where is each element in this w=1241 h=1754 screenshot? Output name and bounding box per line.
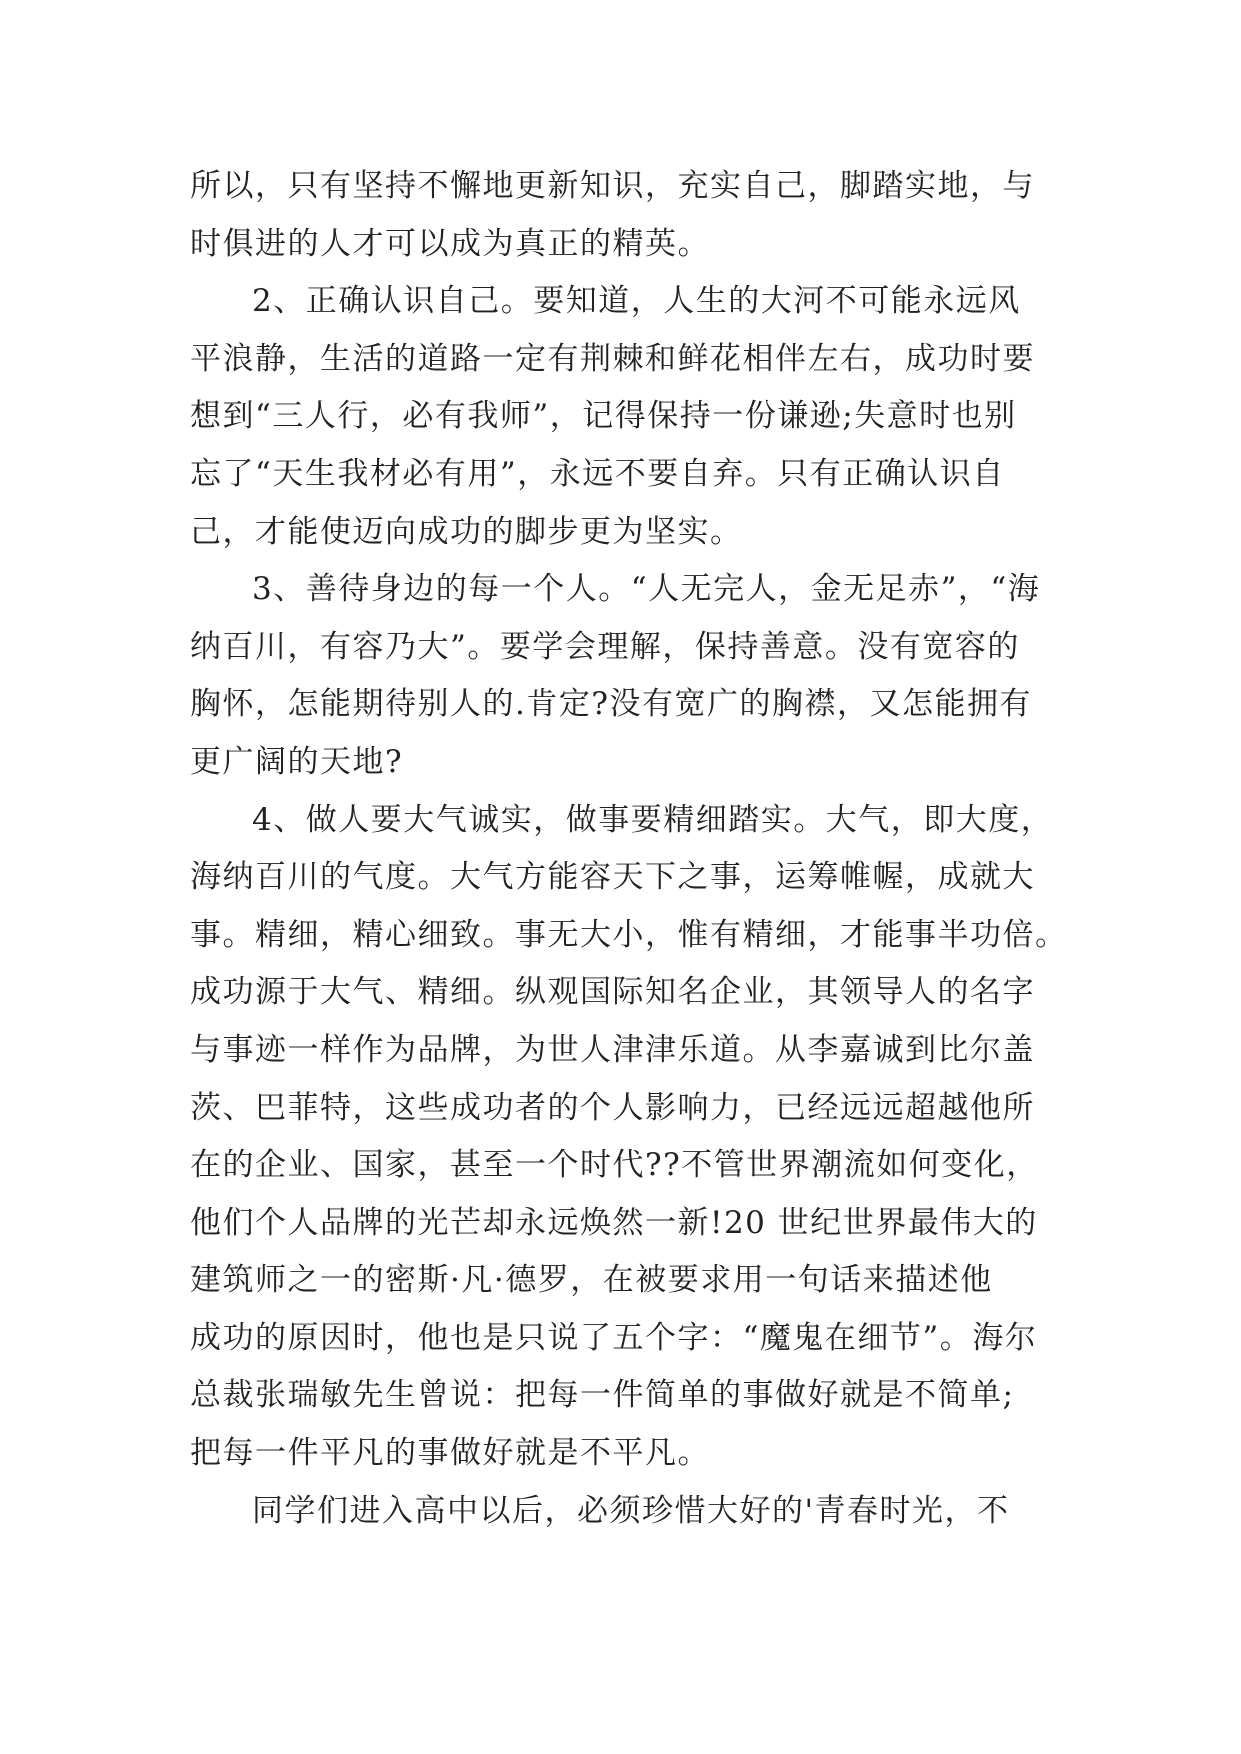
text-line: 成功的原因时，他也是只说了五个字：“魔鬼在细节”。海尔 (190, 1319, 1038, 1356)
text-line: 平浪静，生活的道路一定有荆棘和鲜花相伴左右，成功时要 (190, 340, 1035, 377)
document-body (190, 158, 1068, 1540)
text-line: 想到“三人行，必有我师”，记得保持一份谦逊;失意时也别 (190, 398, 1017, 435)
text-line: 纳百川，有容乃大”。要学会理解，保持善意。没有宽容的 (190, 628, 1020, 665)
text-line: 同学们进入高中以后，必须珍惜大好的'青春时光，不 (252, 1492, 1010, 1529)
text-line: 更广阔的天地? (190, 743, 404, 780)
text-line: 与事迹一样作为品牌，为世人津津乐道。从李嘉诚到比尔盖 (190, 1031, 1035, 1068)
text-line: 4、做人要大气诚实，做事要精细踏实。大气，即大度， (252, 801, 1054, 838)
text-line: 己，才能使迈向成功的脚步更为坚实。 (190, 513, 743, 550)
text-line: 他们个人品牌的光芒却永远焕然一新!20 世纪世界最伟大的 (190, 1204, 1038, 1241)
text-line: 建筑师之一的密斯·凡·德罗，在被要求用一句话来描述他 (190, 1262, 993, 1299)
paragraph-p0 (190, 158, 1052, 273)
text-line: 海纳百川的气度。大气方能容天下之事，运筹帷幄，成就大 (190, 859, 1035, 896)
paragraph-p4 (190, 1483, 1052, 1541)
paragraph-p2 (190, 561, 1052, 791)
text-line: 忘了“天生我材必有用”，永远不要自弃。只有正确认识自 (190, 455, 1005, 492)
text-line: 茨、巴菲特，这些成功者的个人影响力，已经远远超越他所 (190, 1089, 1035, 1126)
paragraph-p1 (190, 273, 1052, 561)
text-line: 事。精细，精心细致。事无大小，惟有精细，才能事半功倍。 (190, 916, 1068, 953)
text-line: 胸怀，怎能期待别人的.肯定?没有宽广的胸襟，又怎能拥有 (190, 686, 1032, 723)
paragraph-p3 (190, 792, 1068, 1483)
text-line: 把每一件平凡的事做好就是不平凡。 (190, 1435, 710, 1472)
text-line: 成功源于大气、精细。纵观国际知名企业，其领导人的名字 (190, 974, 1035, 1011)
text-line: 在的企业、国家，甚至一个时代??不管世界潮流如何变化， (190, 1147, 1039, 1184)
text-line: 所以，只有坚持不懈地更新知识，充实自己，脚踏实地，与 (190, 168, 1035, 204)
text-line: 总裁张瑞敏先生曾说：把每一件简单的事做好就是不简单; (190, 1377, 1015, 1414)
text-line: 时俱进的人才可以成为真正的精英。 (190, 225, 710, 262)
text-line: 3、善待身边的每一个人。“人无完人，金无足赤”，“海 (252, 571, 1041, 608)
text-line: 2、正确认识自己。要知道，人生的大河不可能永远风 (252, 283, 1021, 320)
